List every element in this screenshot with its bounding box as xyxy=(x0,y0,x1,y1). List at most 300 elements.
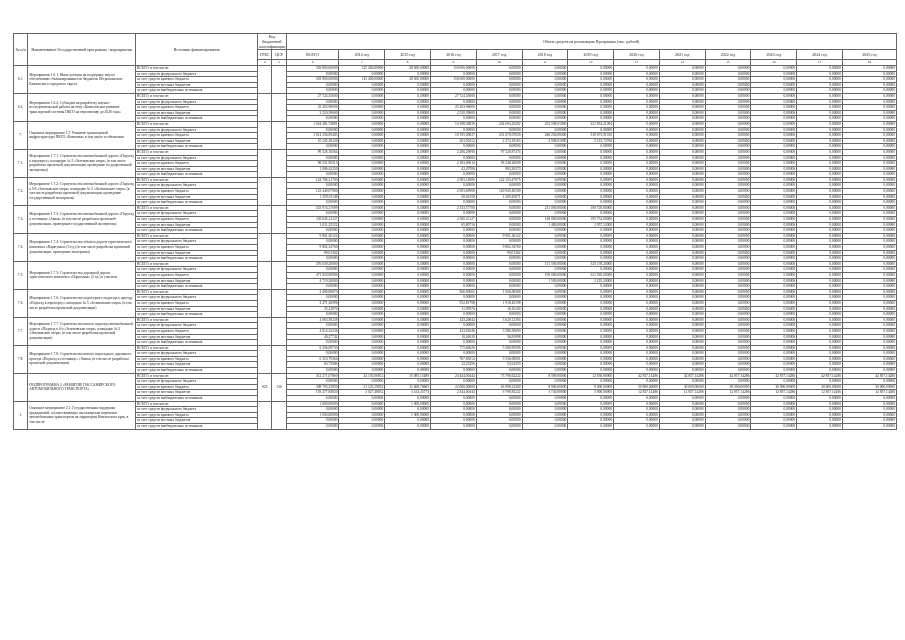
year-value: 0,00000 xyxy=(659,261,705,267)
year-value: 0,00000 xyxy=(522,239,568,245)
year-value: 0,00000 xyxy=(339,401,385,407)
year-value: 0,00000 xyxy=(751,407,797,413)
year-value: 0,00000 xyxy=(568,93,614,99)
total-value: 0,00000 xyxy=(286,239,339,245)
year-value: 0,00000 xyxy=(614,149,660,155)
year-value: 0,00000 xyxy=(476,127,522,133)
header-year: 2016 год xyxy=(431,50,477,60)
year-value: 150 000,00000 xyxy=(431,77,477,83)
year-value: 0,00000 xyxy=(797,105,843,111)
year-value: 0,00000 xyxy=(659,121,705,127)
total-value: 0,00000 xyxy=(286,228,339,234)
total-value: 333 974,37699 xyxy=(286,205,339,211)
year-value: 0,00000 xyxy=(385,261,431,267)
grbs-code: 825 xyxy=(258,373,272,401)
year-value: 0,00000 xyxy=(476,323,522,329)
year-value: 0,00000 xyxy=(339,239,385,245)
year-value: 0,00000 xyxy=(659,245,705,251)
year-value: 0,00000 xyxy=(751,256,797,262)
year-value: 0,00000 xyxy=(751,345,797,351)
year-value: 0,00000 xyxy=(705,99,751,105)
year-value: 0,00000 xyxy=(522,228,568,234)
year-value: 3 414,45773 xyxy=(385,390,431,396)
year-value: 0,00000 xyxy=(659,155,705,161)
year-value: 1 000,00000 xyxy=(385,412,431,418)
total-value: 0,00000 xyxy=(286,211,339,217)
year-value: 0,00000 xyxy=(751,144,797,150)
year-value: 0,00000 xyxy=(385,116,431,122)
year-value: 234 094,25202 xyxy=(476,121,522,127)
csr-code xyxy=(272,177,286,205)
year-value: 0,00000 xyxy=(751,177,797,183)
year-value: 0,00000 xyxy=(568,200,614,206)
year-value: 0,00000 xyxy=(522,407,568,413)
grbs-code xyxy=(258,93,272,121)
header-grbs: ГРБС xyxy=(258,50,272,60)
header-column-number: 18 xyxy=(842,60,896,66)
year-value: 30 000,00000 xyxy=(797,384,843,390)
year-value: 0,00000 xyxy=(339,71,385,77)
grbs-code xyxy=(258,205,272,233)
csr-code xyxy=(272,149,286,177)
year-value: 0,00000 xyxy=(476,110,522,116)
year-value: 0,00000 xyxy=(339,272,385,278)
year-value: 0,00000 xyxy=(797,412,843,418)
funding-source: за счет средств краевого бюджета xyxy=(136,105,258,111)
header-column-number: 14 xyxy=(659,60,705,66)
year-value: 0,00000 xyxy=(522,77,568,83)
year-value: 0,00000 xyxy=(339,93,385,99)
year-value: 0,00000 xyxy=(797,407,843,413)
header-volume: Объем средств на реализацию Программы (тыс. рублей) xyxy=(286,34,896,50)
year-value: 0,00000 xyxy=(385,351,431,357)
year-value: 0,00000 xyxy=(842,317,896,323)
year-value: 0,00000 xyxy=(568,334,614,340)
year-value: 0,00000 xyxy=(339,300,385,306)
funding-source: за счет средств краевого бюджета xyxy=(136,356,258,362)
year-value: 0,00000 xyxy=(842,401,896,407)
total-value: 25,23076 xyxy=(286,306,339,312)
year-value: 0,00000 xyxy=(842,306,896,312)
year-value: 0,00000 xyxy=(568,306,614,312)
year-value: 0,00000 xyxy=(568,228,614,234)
year-value: 0,00000 xyxy=(568,284,614,290)
year-value: 0,00000 xyxy=(431,200,477,206)
year-value: 0,00000 xyxy=(385,289,431,295)
year-value: 0,00000 xyxy=(568,166,614,172)
year-value: 54,54353 xyxy=(476,362,522,368)
year-value: 0,00000 xyxy=(522,256,568,262)
year-value: 0,00000 xyxy=(339,412,385,418)
year-value: 0,00000 xyxy=(339,105,385,111)
year-value: 0,00000 xyxy=(568,194,614,200)
year-value: 0,00000 xyxy=(339,133,385,139)
year-value: 0,00000 xyxy=(842,110,896,116)
row-number: 1. xyxy=(14,401,28,429)
year-value: 0,00000 xyxy=(705,172,751,178)
funding-source: за счет средств местных бюджетов xyxy=(136,82,258,88)
year-value: 0,00000 xyxy=(614,222,660,228)
total-value: 123 449,07900 xyxy=(286,189,339,195)
year-value: 0,00000 xyxy=(797,368,843,374)
year-value: 0,00000 xyxy=(568,424,614,430)
total-value: 99 526,16564 xyxy=(286,149,339,155)
year-value: 0,00000 xyxy=(659,272,705,278)
year-value: 0,00000 xyxy=(431,183,477,189)
year-value: 0,00000 xyxy=(797,133,843,139)
year-value: 0,00000 xyxy=(705,166,751,172)
year-value: 0,00000 xyxy=(339,261,385,267)
year-value: 203,50212 xyxy=(431,138,477,144)
year-value: 0,00000 xyxy=(797,250,843,256)
year-value: 0,00000 xyxy=(614,284,660,290)
year-value: 0,00000 xyxy=(842,200,896,206)
row-number xyxy=(14,373,28,401)
year-value: 0,00000 xyxy=(705,161,751,167)
year-value: 0,00000 xyxy=(339,317,385,323)
year-value: 0,00000 xyxy=(476,418,522,424)
year-value: 0,00000 xyxy=(431,99,477,105)
year-value: 0,00000 xyxy=(751,121,797,127)
funding-source: ВСЕГО, в том числе: xyxy=(136,261,258,267)
year-value: 0,00000 xyxy=(385,424,431,430)
year-value: 0,00000 xyxy=(385,250,431,256)
funding-source: за счет средств федерального бюджета xyxy=(136,155,258,161)
year-value: 0,00000 xyxy=(476,71,522,77)
year-value: 15 083,15489 xyxy=(385,373,431,379)
year-value: 9 799,83222 xyxy=(476,390,522,396)
year-value: 0,00000 xyxy=(568,144,614,150)
year-value: 0,00000 xyxy=(797,166,843,172)
year-value: 0,00000 xyxy=(614,272,660,278)
year-value: 12 857,14286 xyxy=(797,390,843,396)
year-value: 24 130,06812 xyxy=(339,373,385,379)
year-value: 2 374,18163 xyxy=(476,138,522,144)
year-value: 0,00000 xyxy=(385,211,431,217)
year-value: 24 444,00444 xyxy=(431,373,477,379)
year-value: 0,00000 xyxy=(522,334,568,340)
year-value: 0,00000 xyxy=(797,418,843,424)
year-value: 0,00000 xyxy=(659,93,705,99)
year-value: 0,00000 xyxy=(797,312,843,318)
year-value: 2 508,01090 xyxy=(522,138,568,144)
year-value: 0,00000 xyxy=(614,177,660,183)
year-value: 0,00000 xyxy=(568,189,614,195)
year-value: 0,00000 xyxy=(659,149,705,155)
funding-source: ВСЕГО, в том числе: xyxy=(136,66,258,72)
year-value: 0,00000 xyxy=(797,323,843,329)
year-value: 0,00000 xyxy=(385,149,431,155)
header-num: № п/п xyxy=(14,34,28,66)
year-value: 0,00000 xyxy=(705,267,751,273)
year-value: 0,00000 xyxy=(568,267,614,273)
year-value: 0,00000 xyxy=(568,211,614,217)
year-value: 0,00000 xyxy=(842,233,896,239)
row-number: 7.2. xyxy=(14,177,28,205)
row-number: 7.3. xyxy=(14,205,28,233)
grbs-code xyxy=(258,121,272,149)
year-value: 0,00000 xyxy=(797,99,843,105)
year-value: 0,00000 xyxy=(842,295,896,301)
funding-source: за счет средств краевого бюджета xyxy=(136,328,258,334)
year-value: 0,00000 xyxy=(339,256,385,262)
year-value: 0,00000 xyxy=(568,300,614,306)
year-value: 0,00000 xyxy=(797,267,843,273)
year-value: 0,00000 xyxy=(476,99,522,105)
year-value: 0,00000 xyxy=(751,295,797,301)
year-value: 0,00000 xyxy=(476,77,522,83)
year-value: 0,00000 xyxy=(797,334,843,340)
year-value: 0,00000 xyxy=(431,172,477,178)
year-value: 11,05976 xyxy=(431,306,477,312)
year-value: 0,00000 xyxy=(614,77,660,83)
total-value: 0,00000 xyxy=(286,256,339,262)
year-value: 0,00000 xyxy=(431,401,477,407)
year-value: 0,00000 xyxy=(842,267,896,273)
funding-source: за счет средств краевого бюджета xyxy=(136,133,258,139)
total-value: 303 800,00000 xyxy=(286,77,339,83)
year-value: 0,00000 xyxy=(842,77,896,83)
measure-name: Основное мероприятие 1.7: Развитие транспортной инфраструктуры ПКГО «Камчатка» в том числе за объектами xyxy=(28,121,136,149)
total-value: 10 245,29230 xyxy=(286,138,339,144)
year-value: 0,00000 xyxy=(614,93,660,99)
year-value: 0,00000 xyxy=(522,396,568,402)
total-value: 6 356,09730 xyxy=(286,345,339,351)
total-value: 0,00000 xyxy=(286,200,339,206)
total-value: 9 802,34760 xyxy=(286,245,339,251)
year-value: 0,00000 xyxy=(568,289,614,295)
year-value: 0,00000 xyxy=(659,323,705,329)
funding-source: за счет средств краевого бюджета xyxy=(136,189,258,195)
year-value: 0,00000 xyxy=(797,161,843,167)
year-value: 0,00000 xyxy=(568,172,614,178)
year-value: 0,00000 xyxy=(797,239,843,245)
year-value: 0,00000 xyxy=(568,116,614,122)
year-value: 0,00000 xyxy=(797,228,843,234)
year-value: 0,00000 xyxy=(842,289,896,295)
year-value: 0,00000 xyxy=(614,323,660,329)
funding-source: за счет средств местных бюджетов xyxy=(136,194,258,200)
year-value: 0,00000 xyxy=(385,205,431,211)
year-value: 0,00000 xyxy=(705,71,751,77)
year-value: 0,00000 xyxy=(842,278,896,284)
year-value: 0,00000 xyxy=(842,155,896,161)
year-value: 0,00000 xyxy=(751,362,797,368)
year-value: 0,00000 xyxy=(751,250,797,256)
year-value: 0,00000 xyxy=(476,172,522,178)
year-value: 0,00000 xyxy=(476,88,522,94)
year-value: 0,00000 xyxy=(614,99,660,105)
year-value: 0,00000 xyxy=(797,222,843,228)
total-value: 0,00000 xyxy=(286,351,339,357)
year-value: 0,00000 xyxy=(751,412,797,418)
year-value: 0,00000 xyxy=(705,368,751,374)
year-value: 0,00000 xyxy=(705,144,751,150)
year-value: 0,00000 xyxy=(431,351,477,357)
year-value: 0,00000 xyxy=(659,144,705,150)
year-value: 0,00000 xyxy=(385,272,431,278)
year-value: 0,00000 xyxy=(339,222,385,228)
funding-source: ВСЕГО, в том числе: xyxy=(136,177,258,183)
year-value: 0,00000 xyxy=(659,256,705,262)
year-value: 0,00000 xyxy=(751,396,797,402)
year-value: 0,00000 xyxy=(385,189,431,195)
year-value: 0,00000 xyxy=(339,396,385,402)
year-value: 0,00000 xyxy=(431,233,477,239)
year-value: 0,00000 xyxy=(339,345,385,351)
year-value: 0,00000 xyxy=(751,424,797,430)
year-value: 0,00000 xyxy=(797,396,843,402)
year-value: 0,00000 xyxy=(842,334,896,340)
year-value: 0,00000 xyxy=(751,172,797,178)
total-value: 2 520,39600 xyxy=(286,110,339,116)
year-value: 0,00000 xyxy=(842,211,896,217)
year-value: 0,00000 xyxy=(339,368,385,374)
year-value: 0,00000 xyxy=(797,82,843,88)
funding-source: за счет средств федерального бюджета xyxy=(136,99,258,105)
total-value: 4 719,20000 xyxy=(286,278,339,284)
year-value: 0,00000 xyxy=(385,306,431,312)
year-value: 0,00000 xyxy=(476,222,522,228)
year-value: 0,00000 xyxy=(797,256,843,262)
year-value: 0,00000 xyxy=(705,351,751,357)
year-value: 0,00000 xyxy=(842,356,896,362)
year-value: 27 724,35600 xyxy=(431,93,477,99)
year-value: 0,00000 xyxy=(568,82,614,88)
year-value: 0,00000 xyxy=(339,166,385,172)
year-value: 0,00000 xyxy=(842,228,896,234)
year-value: 0,00000 xyxy=(705,424,751,430)
year-value: 0,00000 xyxy=(797,155,843,161)
total-value: 3 031,35522 xyxy=(286,222,339,228)
year-value: 0,00000 xyxy=(339,312,385,318)
year-value: 0,00000 xyxy=(568,183,614,189)
year-value: 1 740,00000 xyxy=(522,390,568,396)
year-value: 0,00000 xyxy=(614,256,660,262)
year-value: 0,00000 xyxy=(797,138,843,144)
year-value: 0,00000 xyxy=(476,256,522,262)
year-value: 0,00000 xyxy=(705,312,751,318)
year-value: 0,00000 xyxy=(659,328,705,334)
year-value: 0,00000 xyxy=(339,228,385,234)
total-value: 4 063,39238 xyxy=(286,317,339,323)
year-value: 0,00000 xyxy=(659,295,705,301)
funding-source: ВСЕГО, в том числе: xyxy=(136,317,258,323)
year-value: 0,00000 xyxy=(431,245,477,251)
year-value: 0,00000 xyxy=(842,300,896,306)
year-value: 0,00000 xyxy=(339,116,385,122)
funding-source: за счет средств внебюджетных источников xyxy=(136,144,258,150)
year-value: 0,00000 xyxy=(751,189,797,195)
year-value: 0,00000 xyxy=(659,284,705,290)
year-value: 125 400,00000 xyxy=(339,77,385,83)
year-value: 0,00000 xyxy=(614,82,660,88)
year-value: 0,00000 xyxy=(522,424,568,430)
year-value: 0,00000 xyxy=(522,161,568,167)
year-value: 0,00000 xyxy=(705,110,751,116)
year-value: 0,00000 xyxy=(614,245,660,251)
year-value: 0,00000 xyxy=(705,82,751,88)
year-value: 0,00000 xyxy=(385,200,431,206)
year-value: 0,00000 xyxy=(568,407,614,413)
year-value: 0,00000 xyxy=(339,334,385,340)
year-value: 0,00000 xyxy=(339,88,385,94)
year-value: 0,00000 xyxy=(568,127,614,133)
year-value: 0,00000 xyxy=(659,105,705,111)
year-value: 0,00000 xyxy=(659,368,705,374)
year-value: 0,00000 xyxy=(751,88,797,94)
year-value: 0,00000 xyxy=(476,295,522,301)
year-value: 0,00000 xyxy=(385,172,431,178)
total-value: 412 271,07860 xyxy=(286,373,339,379)
year-value: 0,00000 xyxy=(339,155,385,161)
year-value: 0,00000 xyxy=(568,161,614,167)
year-value: 0,00000 xyxy=(797,345,843,351)
year-value: 0,00000 xyxy=(705,177,751,183)
year-value: 0,00000 xyxy=(476,401,522,407)
year-value: 0,00000 xyxy=(797,149,843,155)
year-value: 0,00000 xyxy=(522,401,568,407)
year-value: 0,00000 xyxy=(614,161,660,167)
year-value: 0,00000 xyxy=(431,368,477,374)
year-value: 566,90602 xyxy=(431,289,477,295)
year-value: 2 444,00444 xyxy=(431,390,477,396)
year-value: 0,00000 xyxy=(842,261,896,267)
year-value: 0,00000 xyxy=(339,121,385,127)
year-value: 0,00000 xyxy=(797,233,843,239)
year-value: 443,26844 xyxy=(431,317,477,323)
year-value: 0,00000 xyxy=(476,261,522,267)
year-value: 0,00000 xyxy=(842,345,896,351)
total-value: 0,00000 xyxy=(286,127,339,133)
year-value: 0,00000 xyxy=(614,334,660,340)
year-value: 0,00000 xyxy=(705,334,751,340)
year-value: 0,00000 xyxy=(705,200,751,206)
year-value: 0,00000 xyxy=(797,284,843,290)
year-value: 1 926,98468 xyxy=(476,289,522,295)
header-column-number: 15 xyxy=(705,60,751,66)
year-value: 0,00000 xyxy=(797,110,843,116)
table-header xyxy=(14,34,897,66)
year-value: 0,00000 xyxy=(476,105,522,111)
year-value: 0,00000 xyxy=(614,295,660,301)
year-value: 0,00000 xyxy=(705,345,751,351)
year-value: 0,00000 xyxy=(339,194,385,200)
year-value: 0,00000 xyxy=(705,401,751,407)
year-value: 12 857,14286 xyxy=(705,390,751,396)
year-value: 0,00000 xyxy=(751,356,797,362)
year-value: 0,00000 xyxy=(568,412,614,418)
year-value: 0,00000 xyxy=(431,127,477,133)
csr-code: 130 xyxy=(272,373,286,401)
year-value: 0,00000 xyxy=(751,272,797,278)
year-value: 983,30370 xyxy=(476,166,522,172)
year-value: 0,00000 xyxy=(751,317,797,323)
year-value: 97 320,87474 xyxy=(476,149,522,155)
year-value: 0,00000 xyxy=(568,245,614,251)
year-value: 0,00000 xyxy=(614,155,660,161)
year-value: 0,00000 xyxy=(842,133,896,139)
year-value: 221 854,21094 xyxy=(568,121,614,127)
year-value: 0,00000 xyxy=(614,217,660,223)
year-value: 0,00000 xyxy=(842,362,896,368)
year-value: 0,00000 xyxy=(614,166,660,172)
year-value: 0,00000 xyxy=(339,172,385,178)
year-value: 0,00000 xyxy=(705,323,751,329)
total-value: 2 471,26996 xyxy=(286,300,339,306)
year-value: 0,00000 xyxy=(842,407,896,413)
year-value: 0,00000 xyxy=(614,312,660,318)
